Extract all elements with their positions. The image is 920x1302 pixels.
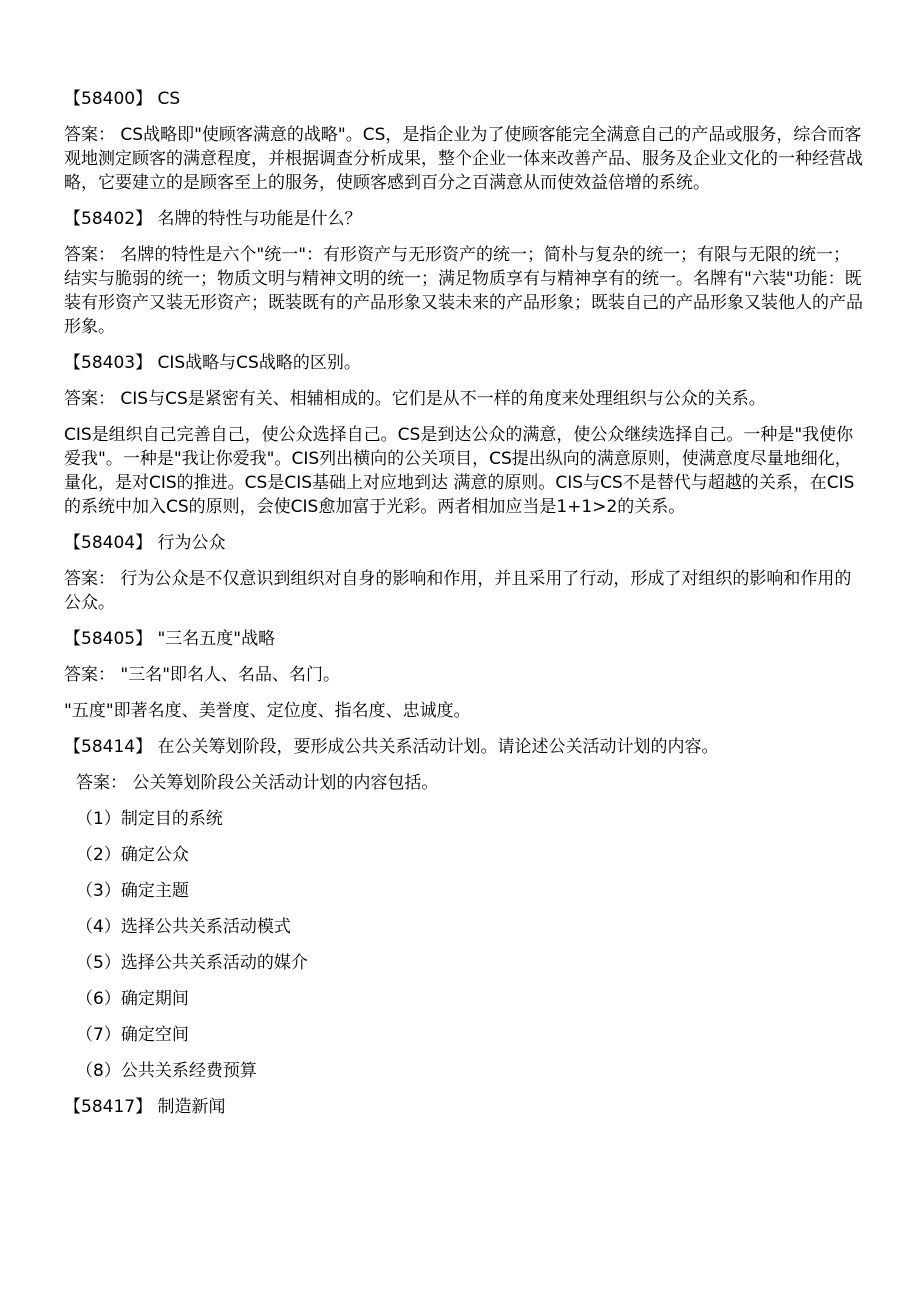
answer-58400: 答案： CS战略即"使顾客满意的战略"。CS，是指企业为了使顾客能完全满意自己的产品或服务，综合而客观地测定顾客的满意程度，并根据调查分析成果，整个企业一体来改善产品、服务及企业文化的一种经营战略，它要建立的是顾客至上的服务，使顾客感到百分之百满意从而使效益倍增的系统。 [64, 125, 863, 193]
question-58417: 【58417】 制造新闻 [64, 1097, 226, 1117]
list-item: （4）选择公共关系活动模式 [76, 917, 291, 937]
list-item: （3）确定主题 [76, 881, 189, 901]
question-58404: 【58404】 行为公众 [64, 533, 226, 553]
question-58403: 【58403】 CIS战略与CS战略的区别。 [64, 353, 361, 373]
answer-58405-part1: 答案： "三名"即名人、名品、名门。 [64, 665, 341, 685]
list-item: （5）选择公共关系活动的媒介 [76, 953, 308, 973]
answer-58402: 答案： 名牌的特性是六个"统一"：有形资产与无形资产的统一；简朴与复杂的统一；有限与无限的统一；结实与脆弱的统一；物质文明与精神文明的统一；满足物质享有与精神享有的统一。名牌有"六装"功能：既装有形资产又装无形资产；既装既有的产品形象又装未来的产品形象；既装自己的产品形象又装他人的产品形象。 [64, 245, 863, 337]
answer-58404: 答案： 行为公众是不仅意识到组织对自身的影响和作用，并且采用了行动，形成了对组织的影响和作用的公众。 [64, 569, 852, 613]
answer-58405-part2: "五度"即著名度、美誉度、定位度、指名度、忠诚度。 [64, 701, 471, 721]
list-item: （6）确定期间 [76, 989, 189, 1009]
list-item: （2）确定公众 [76, 845, 189, 865]
question-58414: 【58414】 在公关筹划阶段，要形成公共关系活动计划。请论述公关活动计划的内容。 [64, 737, 719, 757]
list-item: （8）公共关系经费预算 [76, 1061, 257, 1081]
answer-58403-part2: CIS是组织自己完善自己，使公众选择自己。CS是到达公众的满意，使公众继续选择自己。一种是"我使你爱我"。一种是"我让你爱我"。CIS列出横向的公关项目，CS提出纵向的满意原则，使满意度尽量地细化，量化，是对CIS的推进。CS是CIS基础上对应地到达 满意的原则。CIS与CS不是替代与超越的关系，在CIS的系统中加入CS的原则，会使CIS愈加富于光彩。两者相加应当是1+1>2的关系。 [64, 425, 855, 517]
answer-58403-part1: 答案： CIS与CS是紧密有关、相辅相成的。它们是从不一样的角度来处理组织与公众的关系。 [64, 389, 766, 409]
question-58405: 【58405】 "三名五度"战略 [64, 629, 276, 649]
answer-58414: 答案： 公关筹划阶段公关活动计划的内容包括。 [76, 773, 439, 793]
question-58400: 【58400】 CS [64, 89, 181, 109]
question-58402: 【58402】 名牌的特性与功能是什么？ [64, 209, 362, 229]
list-item: （1）制定目的系统 [76, 809, 223, 829]
list-item: （7）确定空间 [76, 1025, 189, 1045]
